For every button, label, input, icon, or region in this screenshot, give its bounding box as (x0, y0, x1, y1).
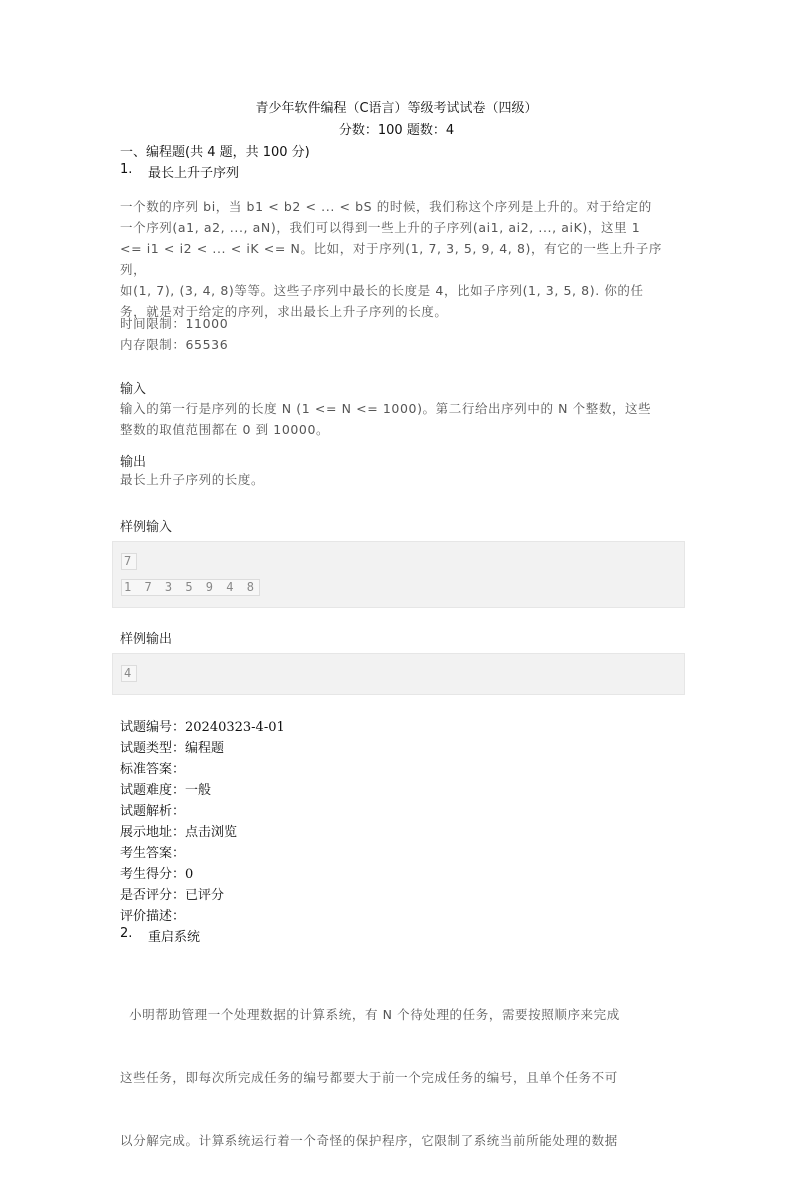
output-heading: 输出 (120, 455, 147, 470)
question-id: 试题编号：20240323-4-01 (120, 720, 285, 735)
description-line: 这些任务，即每次所完成任务的编号都要大于前一个完成任务的编号，且单个任务不可 (120, 1070, 618, 1085)
output-line: 最长上升子序列的长度。 (120, 472, 265, 487)
candidate-answer: 考生答案： (120, 846, 186, 861)
limits (120, 313, 676, 355)
display-address-link[interactable]: 展示地址：点击浏览 (120, 825, 238, 840)
description-line: <= i1 < i2 < ... < iK <= N。比如，对于序列(1, 7, 3, 5, 9, 4, 8)，有它的一些上升子序列， (120, 241, 662, 277)
question-1-number: 1. (120, 162, 133, 177)
question-1-title: 最长上升子序列 (148, 166, 240, 181)
sample-input-line: 7 (121, 553, 137, 570)
section-title: 一、编程题(共 4 题，共 100 分) (120, 145, 310, 160)
graded-status: 是否评分：已评分 (120, 888, 225, 903)
evaluation: 评价描述： (120, 909, 186, 924)
question-2-number: 2. (120, 926, 133, 941)
description-line: 如(1, 7), (3, 4, 8)等等。这些子序列中最长的长度是 4，比如子序列(1, 3, 5, 8). 你的任 (120, 283, 644, 298)
input-line: 整数的取值范围都在 0 到 10000。 (120, 422, 330, 437)
question-1-description (120, 196, 676, 322)
time-limit: 时间限制：11000 (120, 316, 229, 331)
sample-input-heading: 样例输入 (120, 520, 173, 535)
sample-input-line: 1 7 3 5 9 4 8 (121, 579, 260, 596)
sample-output-heading: 样例输出 (120, 632, 173, 647)
description-line: 一个序列(a1, a2, ..., aN)，我们可以得到一些上升的子序列(ai1, ai2, ..., aiK)，这里 1 (120, 220, 641, 235)
input-heading: 输入 (120, 382, 147, 397)
analysis: 试题解析： (120, 804, 186, 819)
sample-output-line: 4 (121, 665, 137, 682)
question-2-description (120, 962, 676, 1193)
question-2-title: 重启系统 (148, 930, 201, 945)
candidate-score: 考生得分：0 (120, 867, 194, 882)
difficulty: 试题难度：一般 (120, 783, 212, 798)
description-line: 务，就是对于给定的序列，求出最长上升子序列的长度。 (120, 304, 448, 319)
input-line: 输入的第一行是序列的长度 N (1 <= N <= 1000)。第二行给出序列中的 N 个整数，这些 (120, 401, 652, 416)
input-description (120, 398, 676, 440)
page-title: 青少年软件编程（C语言）等级考试试卷（四级） (255, 101, 538, 116)
output-description (120, 469, 676, 490)
memory-limit: 内存限制：65536 (120, 337, 229, 352)
description-line: 小明帮助管理一个处理数据的计算系统，有 N 个待处理的任务，需要按照顺序来完成 (120, 1007, 620, 1022)
standard-answer: 标准答案： (120, 762, 186, 777)
description-line: 一个数的序列 bi，当 b1 < b2 < ... < bS 的时候，我们称这个序列是上升的。对于给定的 (120, 199, 652, 214)
question-type: 试题类型：编程题 (120, 741, 225, 756)
description-line: 以分解完成。计算系统运行着一个奇怪的保护程序，它限制了系统当前所能处理的数据 (120, 1133, 618, 1148)
score-summary: 分数：100 题数：4 (338, 123, 455, 138)
sample-input-block (112, 541, 685, 608)
sample-output-block (112, 653, 685, 695)
